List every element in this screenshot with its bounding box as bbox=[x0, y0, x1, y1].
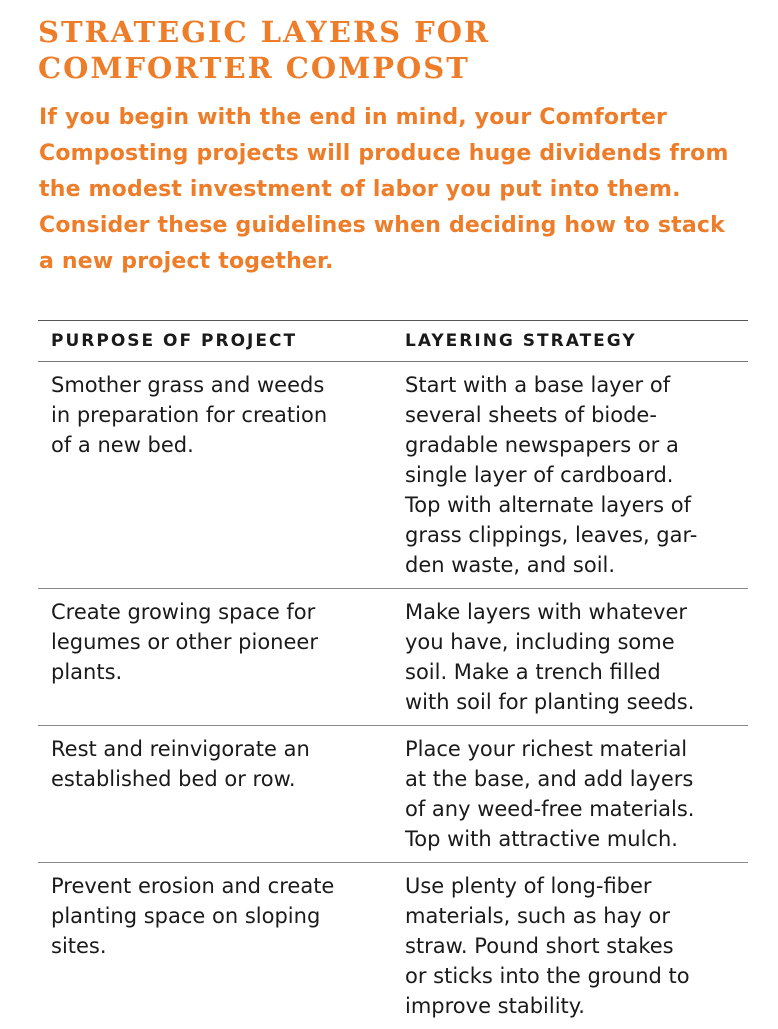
cell-line: Start with a base layer of bbox=[405, 370, 744, 400]
cell-line: straw. Pound short stakes bbox=[405, 931, 744, 961]
cell-line: or sticks into the ground to bbox=[405, 961, 744, 991]
intro-line: the modest investment of labor you put into them. bbox=[39, 172, 751, 208]
cell-line: in preparation for creation bbox=[51, 400, 388, 430]
cell-line: Create growing space for bbox=[51, 597, 388, 627]
cell-line: Smother grass and weeds bbox=[51, 370, 388, 400]
cell-line: den waste, and soil. bbox=[405, 550, 744, 580]
cell-line: Make layers with whatever bbox=[405, 597, 744, 627]
table-row bbox=[38, 863, 748, 1029]
cell-line: plants. bbox=[51, 657, 388, 687]
cell-line: Place your richest material bbox=[405, 734, 744, 764]
cell-line: established bed or row. bbox=[51, 764, 388, 794]
title-line: STRATEGIC LAYERS FOR bbox=[38, 14, 738, 50]
intro-line: Consider these guidelines when deciding how to stack bbox=[39, 208, 751, 244]
strategy-cell bbox=[392, 589, 748, 726]
table-row bbox=[38, 589, 748, 726]
cell-line: Rest and reinvigorate an bbox=[51, 734, 388, 764]
cell-line: Top with attractive mulch. bbox=[405, 824, 744, 854]
layering-strategy-table bbox=[38, 320, 748, 1029]
header-strategy: LAYERING STRATEGY bbox=[392, 321, 748, 362]
cell-line: single layer of cardboard. bbox=[405, 460, 744, 490]
title-line: COMFORTER COMPOST bbox=[38, 50, 738, 86]
cell-line: soil. Make a trench filled bbox=[405, 657, 744, 687]
cell-line: gradable newspapers or a bbox=[405, 430, 744, 460]
cell-line: Prevent erosion and create bbox=[51, 871, 388, 901]
purpose-cell bbox=[38, 589, 392, 726]
strategy-cell bbox=[392, 863, 748, 1029]
cell-line: grass clippings, leaves, gar- bbox=[405, 520, 744, 550]
cell-line: sites. bbox=[51, 931, 388, 961]
intro-line: If you begin with the end in mind, your Comforter bbox=[39, 100, 751, 136]
cell-line: Use plenty of long-fiber bbox=[405, 871, 744, 901]
cell-line: Top with alternate layers of bbox=[405, 490, 744, 520]
intro-line: Composting projects will produce huge dividends from bbox=[39, 136, 751, 172]
page-title bbox=[38, 14, 738, 86]
table-header-row bbox=[38, 321, 748, 362]
cell-line: of a new bed. bbox=[51, 430, 388, 460]
cell-line: legumes or other pioneer bbox=[51, 627, 388, 657]
strategy-cell bbox=[392, 362, 748, 589]
strategy-cell bbox=[392, 726, 748, 863]
cell-line: you have, including some bbox=[405, 627, 744, 657]
cell-line: at the base, and add layers bbox=[405, 764, 744, 794]
cell-line: several sheets of biode- bbox=[405, 400, 744, 430]
header-purpose: PURPOSE OF PROJECT bbox=[38, 321, 392, 362]
table-row bbox=[38, 726, 748, 863]
cell-line: planting space on sloping bbox=[51, 901, 388, 931]
purpose-cell bbox=[38, 362, 392, 589]
purpose-cell bbox=[38, 726, 392, 863]
intro-line: a new project together. bbox=[39, 244, 751, 280]
cell-line: with soil for planting seeds. bbox=[405, 687, 744, 717]
purpose-cell bbox=[38, 863, 392, 1029]
cell-line: improve stability. bbox=[405, 991, 744, 1021]
intro-paragraph bbox=[39, 100, 751, 280]
cell-line: of any weed-free materials. bbox=[405, 794, 744, 824]
table-row bbox=[38, 362, 748, 589]
cell-line: materials, such as hay or bbox=[405, 901, 744, 931]
